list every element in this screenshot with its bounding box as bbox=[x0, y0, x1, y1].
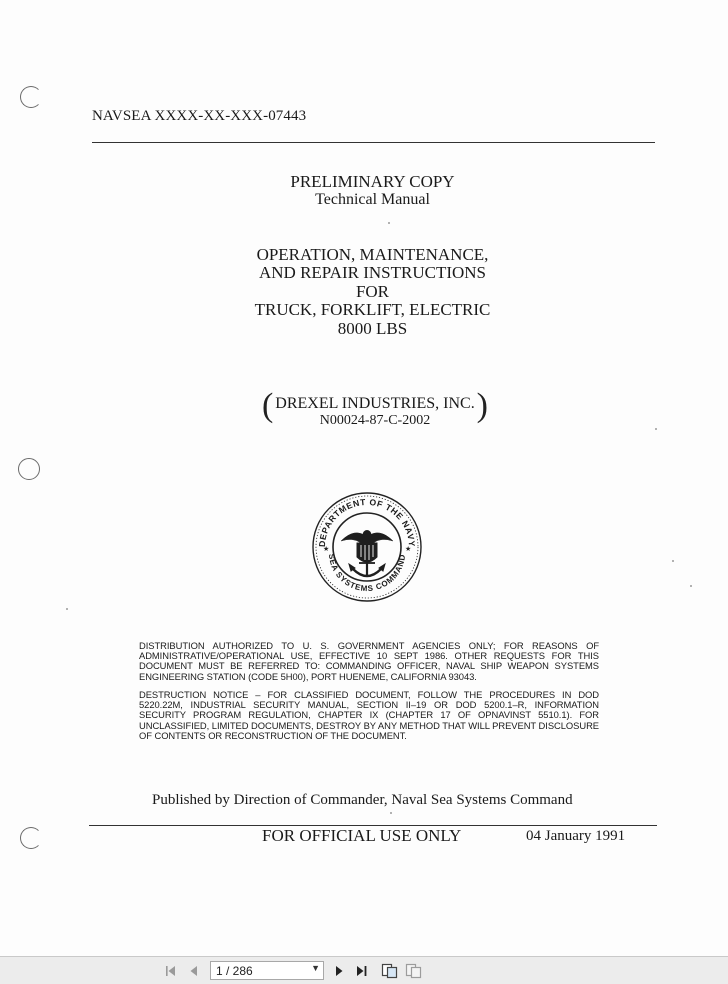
scan-speck bbox=[672, 560, 674, 562]
distribution-statement: DISTRIBUTION AUTHORIZED TO U. S. GOVERNMENT AGENCIES ONLY; FOR REASONS OF ADMINISTRATIVE/OPERATIONAL USE, EFFECTIVE 10 SEPT 1986. OTHER REQUESTS FOR THIS DOCUMENT MUST BE REFERRED TO: COMMANDING OFFICER, NAVAL SHIP WEAPON SYSTEMS ENGINEERING STATION (CODE 5H00), PORT HUENEME, CALIFORNIA 93043. bbox=[139, 640, 599, 682]
seal-text-top: DEPARTMENT OF THE NAVY bbox=[316, 496, 418, 548]
technical-manual-label: Technical Manual bbox=[315, 191, 430, 208]
document-number: NAVSEA XXXX-XX-XXX-07443 bbox=[92, 108, 307, 124]
last-page-icon bbox=[354, 963, 370, 979]
title-line-3: FOR bbox=[355, 282, 390, 301]
single-page-view-icon bbox=[381, 963, 399, 979]
page-indicator: 1 / 286 bbox=[216, 964, 253, 978]
scan-speck bbox=[655, 428, 657, 430]
punch-hole-bottom bbox=[20, 827, 42, 849]
last-page-button[interactable] bbox=[354, 963, 370, 979]
next-page-icon bbox=[331, 963, 347, 979]
manufacturer-name: DREXEL INDUSTRIES, INC. bbox=[275, 395, 475, 412]
punch-hole-middle bbox=[18, 458, 40, 480]
title-line-4: TRUCK, FORKLIFT, ELECTRIC bbox=[254, 300, 491, 319]
published-by-statement: Published by Direction of Commander, Naval Sea Systems Command bbox=[152, 792, 573, 808]
first-page-button[interactable] bbox=[163, 963, 179, 979]
manufacturer-block bbox=[262, 387, 488, 428]
first-page-icon bbox=[163, 963, 179, 979]
viewer-toolbar bbox=[0, 956, 728, 984]
svg-text:★: ★ bbox=[323, 545, 330, 553]
navy-seal-logo bbox=[311, 491, 423, 603]
header-rule bbox=[92, 142, 655, 143]
title-line-5: 8000 LBS bbox=[337, 319, 408, 338]
dropdown-caret-icon: ▼ bbox=[311, 963, 320, 973]
publication-date: 04 January 1991 bbox=[526, 828, 626, 844]
single-page-view-button[interactable] bbox=[381, 963, 397, 979]
seal-text-bottom: SEA SYSTEMS COMMAND bbox=[326, 553, 408, 594]
previous-page-button[interactable] bbox=[186, 963, 202, 979]
previous-page-icon bbox=[186, 963, 202, 979]
preliminary-copy-label: PRELIMINARY COPY bbox=[290, 172, 455, 191]
scan-speck bbox=[388, 222, 390, 224]
next-page-button[interactable] bbox=[331, 963, 347, 979]
two-page-view-icon bbox=[405, 963, 423, 979]
svg-text:★: ★ bbox=[405, 545, 412, 553]
right-bracket: ) bbox=[476, 387, 488, 424]
punch-hole-top bbox=[20, 86, 42, 108]
scan-speck bbox=[690, 585, 692, 587]
two-page-view-button[interactable] bbox=[405, 963, 421, 979]
page-number-select[interactable] bbox=[210, 961, 324, 980]
destruction-notice: DESTRUCTION NOTICE – FOR CLASSIFIED DOCUMENT, FOLLOW THE PROCEDURES IN DOD 5220.22M, INDUSTRIAL SECURITY MANUAL, SECTION II–19 OR DOD 5200.1–R, INFORMATION SECURITY PROGRAM REGULATION, CHAPTER IX (CHAPTER 17 OF OPNAVINST 5510.1). FOR UNCLASSIFIED, LIMITED DOCUMENTS, DESTROY BY ANY METHOD THAT WILL PREVENT DISCLOSURE OF CONTENTS OR RECONSTRUCTION OF THE DOCUMENT. bbox=[139, 689, 599, 741]
title-line-2: AND REPAIR INSTRUCTIONS bbox=[258, 263, 486, 282]
contract-number: N00024-87-C-2002 bbox=[319, 413, 431, 428]
scan-speck bbox=[66, 608, 68, 610]
official-use-marking: FOR OFFICIAL USE ONLY bbox=[262, 826, 462, 845]
title-line-1: OPERATION, MAINTENANCE, bbox=[256, 245, 489, 264]
scan-speck bbox=[390, 812, 392, 814]
left-bracket: ( bbox=[262, 387, 274, 424]
